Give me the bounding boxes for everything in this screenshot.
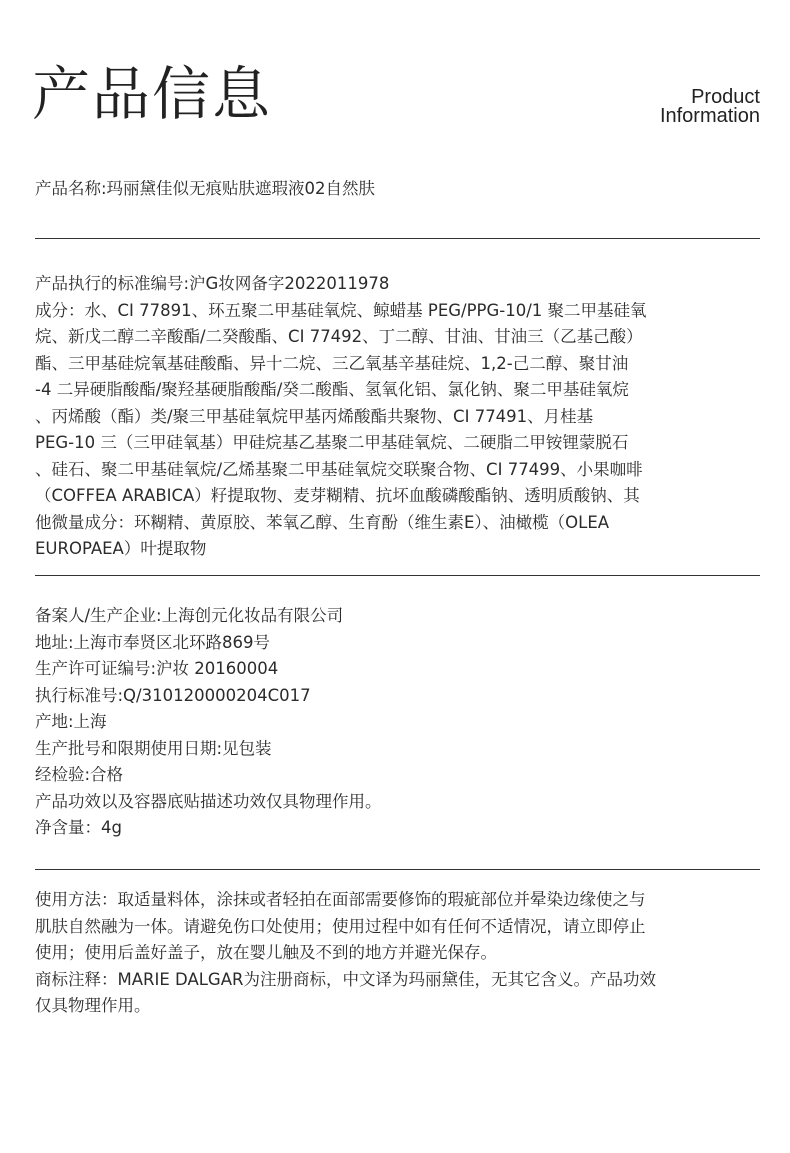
- ingredients-line: PEG-10 三（三甲硅氧基）甲硅烷基乙基聚二甲基硅氧烷、二硬脂二甲铵锂蒙脱石: [35, 433, 629, 452]
- inspection: 经检验:合格: [35, 765, 124, 784]
- page-header: [0, 0, 790, 140]
- filer-manufacturer: 备案人/生产企业:上海创元化妆品有限公司: [35, 606, 344, 625]
- trademark-line: 仅具物理作用。: [35, 996, 151, 1015]
- origin: 产地:上海: [35, 712, 107, 731]
- ingredients-line: 酯、三甲基硅烷氧基硅酸酯、异十二烷、三乙氧基辛基硅烷、1,2-己二醇、聚甘油: [35, 353, 629, 373]
- page-title: 产品信息: [32, 60, 273, 128]
- ingredients-line: 烷、新戊二醇二辛酸酯/二癸酸酯、CI 77492、丁二醇、甘油、甘油三（乙基己酸）: [35, 327, 643, 346]
- product-name: 产品名称:玛丽黛佳似无痕贴肤遮瑕液02自然肤: [35, 179, 376, 198]
- divider: [35, 869, 760, 870]
- ingredients-line: -4 二异硬脂酸酯/聚羟基硬脂酸酯/癸二酸酯、氢氧化铝、氯化钠、聚二甲基硅氧烷: [35, 380, 629, 399]
- divider: [35, 575, 760, 576]
- ingredients-line: 他微量成分：环糊精、黄原胶、苯氧乙醇、生育酚（维生素E）、油橄榄（OLEA: [35, 512, 610, 532]
- production-license: 生产许可证编号:沪妆 20160004: [35, 659, 279, 678]
- page-title-english: [660, 88, 760, 126]
- usage-section: [35, 887, 725, 1020]
- batch-expiry: 生产批号和限期使用日期:见包装: [35, 738, 272, 758]
- product-name-section: [35, 176, 725, 203]
- address: 地址:上海市奉贤区北环路869号: [35, 632, 271, 652]
- divider: [35, 238, 760, 239]
- executive-standard: 执行标准号:Q/310120000204C017: [35, 685, 311, 705]
- ingredients-line: （COFFEA ARABICA）籽提取物、麦芽糊精、抗坏血酸磷酸酯钠、透明质酸钠、其: [35, 486, 640, 505]
- title-en-line-1: Product: [691, 86, 760, 108]
- ingredients-section: [35, 271, 725, 563]
- usage-line: 使用方法：取适量料体，涂抹或者轻拍在面部需要修饰的瑕疵部位并晕染边缘使之与: [35, 890, 646, 909]
- net-content: 净含量：4g: [35, 818, 122, 837]
- ingredients-line: EUROPAEA）叶提取物: [35, 539, 207, 558]
- efficacy-note: 产品功效以及容器底贴描述功效仅具物理作用。: [35, 791, 382, 811]
- usage-line: 使用；使用后盖好盖子，放在婴儿触及不到的地方并避光保存。: [35, 943, 497, 962]
- usage-line: 肌肤自然融为一体。请避免伤口处使用；使用过程中如有任何不适情况，请立即停止: [35, 916, 646, 936]
- trademark-line: 商标注释：MARIE DALGAR为注册商标，中文译为玛丽黛佳，无其它含义。产品功效: [35, 969, 656, 989]
- ingredients-line: 成分：水、CI 77891、环五聚二甲基硅氧烷、鲸蜡基 PEG/PPG-10/1 聚二甲基硅氧: [35, 300, 647, 320]
- standard-number: 产品执行的标准编号:沪G妆网备字2022011978: [35, 274, 390, 293]
- ingredients-line: 、丙烯酸（酯）类/聚三甲基硅氧烷甲基丙烯酸酯共聚物、CI 77491、月桂基: [35, 406, 594, 426]
- company-info-section: [35, 603, 725, 842]
- ingredients-line: 、硅石、聚二甲基硅氧烷/乙烯基聚二甲基硅氧烷交联聚合物、CI 77499、小果咖啡: [35, 459, 643, 479]
- title-en-line-2: Information: [659, 105, 760, 127]
